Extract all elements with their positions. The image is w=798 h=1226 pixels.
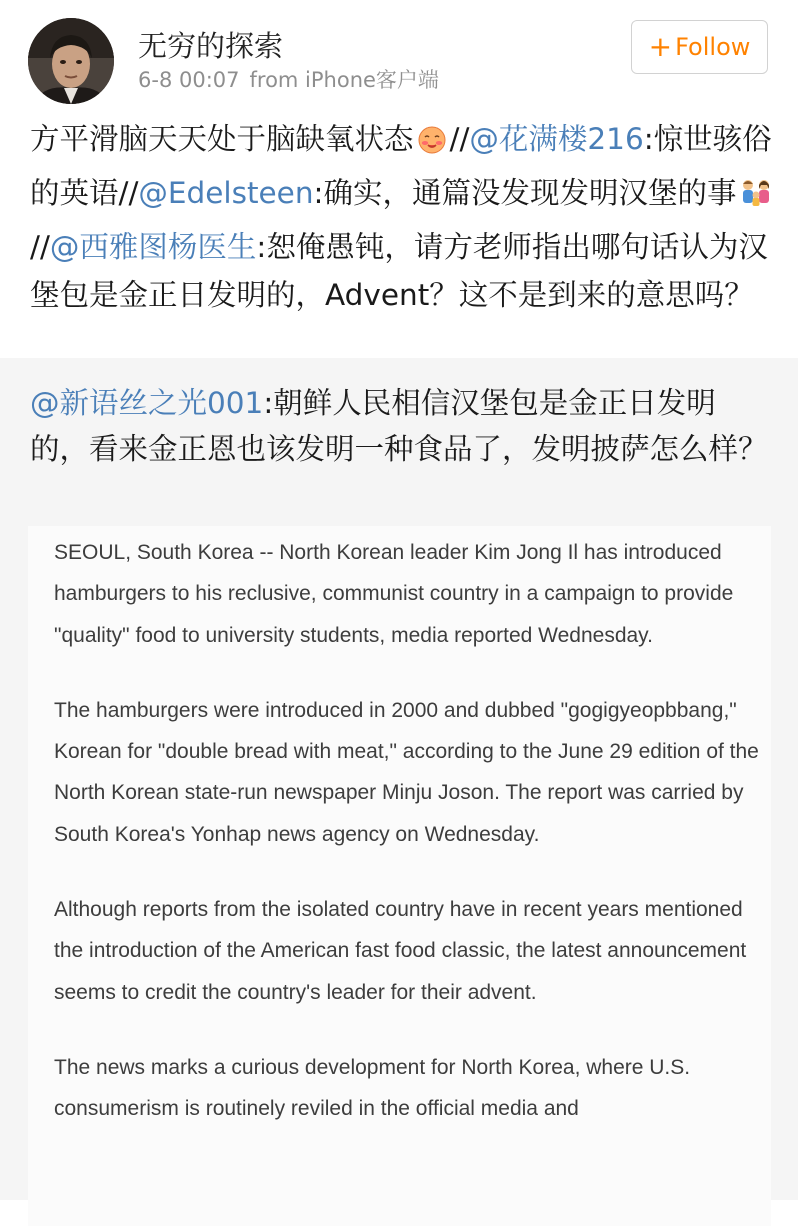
mention-link[interactable]: @Edelsteen: [138, 176, 314, 210]
avatar[interactable]: [28, 18, 114, 104]
avatar-image: [28, 18, 114, 104]
post-text-segment: :恕俺愚钝，请方老师指出哪句话认为汉堡包是金正日发明的，Advent？这不是到来的意思吗？: [30, 230, 768, 312]
repost-body: :朝鲜人民相信汉堡包是金正日发明的，看来金正恩也该发明一种食品了，发明披萨怎么样？: [30, 386, 768, 466]
post-text: [30, 115, 775, 319]
repost-container[interactable]: [0, 358, 798, 1200]
post-time: 6-8 00:07: [138, 68, 240, 92]
author-name[interactable]: 无穷的探索: [138, 29, 284, 63]
post-text-segment: //: [449, 122, 470, 156]
post-meta: [138, 64, 439, 94]
post-text-segment: 方平滑脑天天处于脑缺氧状态: [30, 122, 414, 156]
post-header: [0, 0, 798, 110]
follow-label: Follow: [675, 33, 751, 61]
article-paragraph: SEOUL, South Korea -- North Korean leader Kim Jong Il has introduced hamburgers to his reclusive, communist country in a campaign to provide "quality" food to university students, media reported Wednesday.: [54, 541, 734, 647]
family-emoji-icon: [739, 175, 773, 223]
post-text-segment: :确实，通篇没发现发明汉堡的事: [313, 176, 737, 210]
mention-link[interactable]: @西雅图杨医生: [49, 230, 257, 264]
article-paragraph: The news marks a curious development for North Korea, where U.S. consumerism is routinely reviled in the official media and: [54, 1055, 691, 1121]
post-source: from iPhone客户端: [249, 68, 439, 92]
post-text-segment: :惊世骇俗的英语//: [30, 122, 772, 210]
repost-mention-link[interactable]: @新语丝之光001: [30, 386, 264, 420]
article-paragraph: The hamburgers were introduced in 2000 and dubbed "gogigyeopbbang," Korean for "double bread with meat," according to the June 29 edition of the North Korean state-run newspaper Minju Joson. The report was carried by South Korea's Yonhap news agency on Wednesday.: [54, 698, 759, 846]
post-text-segment: //: [30, 230, 50, 264]
article-screenshot[interactable]: [28, 526, 771, 1226]
article-paragraph: Although reports from the isolated country have in recent years mentioned the introduction of the American fast food classic, the latest announcement seems to credit the country's leader for their advent.: [54, 898, 747, 1004]
blush-face-emoji-icon: [416, 121, 448, 169]
mention-link[interactable]: @花满楼216: [469, 122, 644, 156]
follow-button[interactable]: [631, 20, 768, 74]
plus-icon: +: [648, 30, 673, 63]
repost-text: [30, 380, 770, 472]
